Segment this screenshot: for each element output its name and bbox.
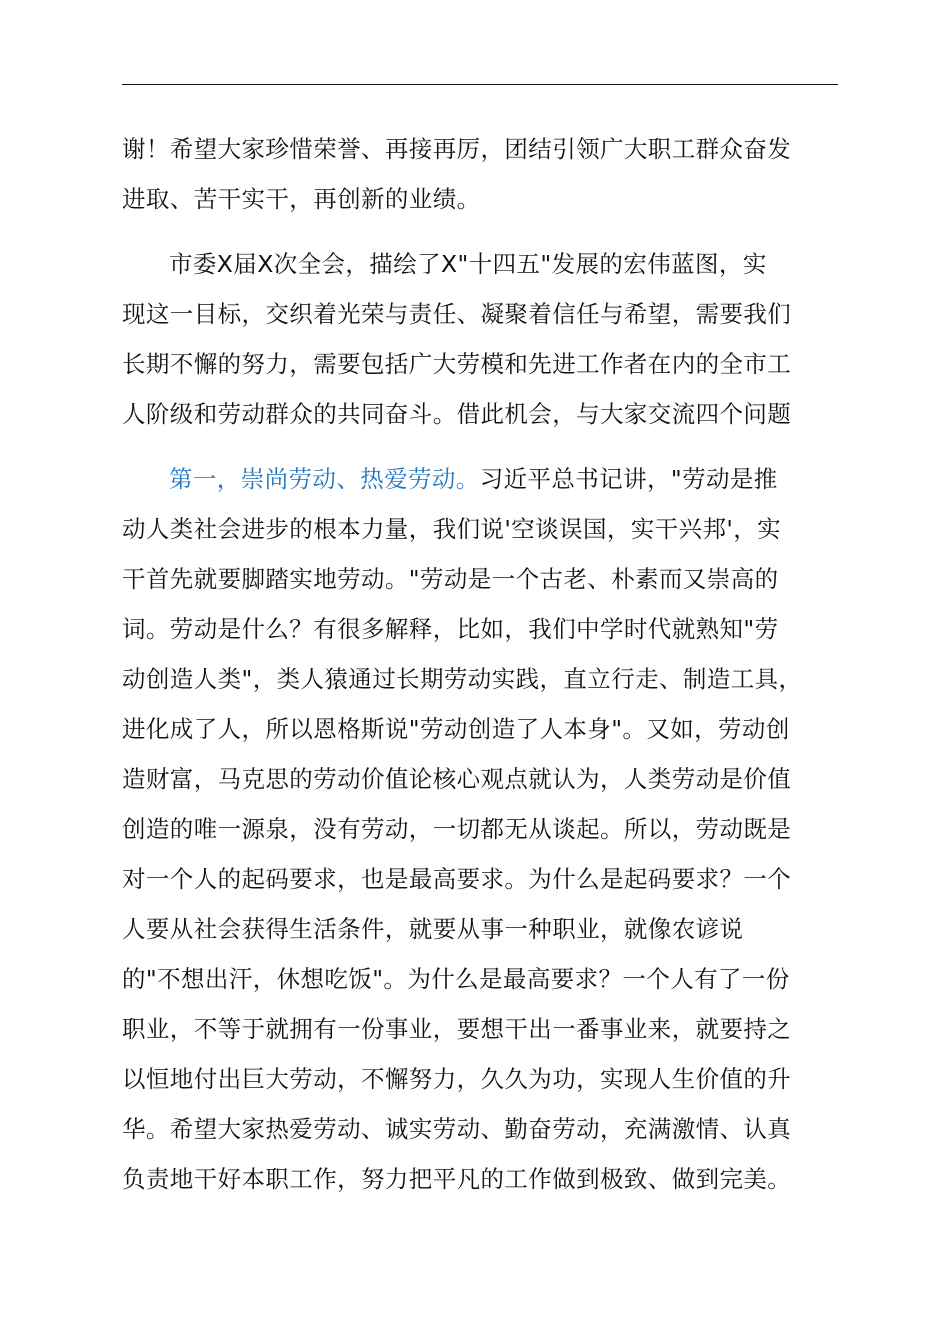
paragraph-line: 造财富，马克思的劳动价值论核心观点就认为，人类劳动是价值	[122, 765, 792, 793]
paragraph-line: 进化成了人，所以恩格斯说"劳动创造了人本身"。又如，劳动创	[122, 715, 790, 743]
paragraph-line: 人阶级和劳动群众的共同奋斗。借此机会，与大家交流四个问题	[122, 400, 792, 428]
paragraph-2	[122, 239, 838, 439]
paragraph-line: 动人类社会进步的根本力量，我们说'空谈误国，实干兴邦'，实	[122, 515, 782, 543]
paragraph-line: 市委Ⅹ届Ⅹ次全会，描绘了Ⅹ"十四五"发展的宏伟蓝图，实	[169, 250, 767, 278]
heading-line-rest: 习近平总书记讲，"劳动是推	[479, 465, 778, 493]
paragraph-line: 进取、苦干实干，再创新的业绩。	[122, 185, 481, 213]
paragraph-line: 职业，不等于就拥有一份事业，要想干出一番事业来，就要持之	[122, 1015, 792, 1043]
paragraph-line: 以恒地付出巨大劳动，不懈努力，久久为功，实现人生价值的升	[122, 1065, 792, 1093]
paragraph-line: 创造的唯一源泉，没有劳动，一切都无从谈起。所以，劳动既是	[122, 815, 792, 843]
paragraph-line: 人要从社会获得生活条件，就要从事一种职业，就像农谚说	[122, 915, 744, 943]
paragraph-line: 动创造人类"，类人猿通过长期劳动实践，直立行走、制造工具，	[122, 665, 803, 693]
paragraph-line: 干首先就要脚踏实地劳动。"劳动是一个古老、朴素而又崇高的	[122, 565, 779, 593]
paragraph-line: 长期不懈的努力，需要包括广大劳模和先进工作者在内的全市工	[122, 350, 792, 378]
paragraph-line: 谢！希望大家珍惜荣誉、再接再厉，团结引领广大职工群众奋发	[122, 135, 792, 163]
paragraph-line: 对一个人的起码要求，也是最高要求。为什么是起码要求？一个	[122, 865, 792, 893]
paragraph-line: 词。劳动是什么？有很多解释，比如，我们中学时代就熟知"劳	[122, 615, 779, 643]
paragraph-line: 的"不想出汗，休想吃饭"。为什么是最高要求？一个人有了一份	[122, 965, 790, 993]
paragraph-first-line	[122, 454, 838, 504]
paragraph-3	[122, 454, 838, 1204]
paragraph-line: 现这一目标，交织着光荣与责任、凝聚着信任与希望，需要我们	[122, 300, 792, 328]
header-rule	[122, 84, 838, 85]
body-text	[122, 124, 838, 1204]
section-heading: 第一，崇尚劳动、热爱劳动。	[169, 465, 480, 493]
paragraph-1	[122, 124, 838, 224]
paragraph-line: 负责地干好本职工作，努力把平凡的工作做到极致、做到完美。	[122, 1165, 792, 1193]
paragraph-line: 华。希望大家热爱劳动、诚实劳动、勤奋劳动，充满激情、认真	[122, 1115, 792, 1143]
